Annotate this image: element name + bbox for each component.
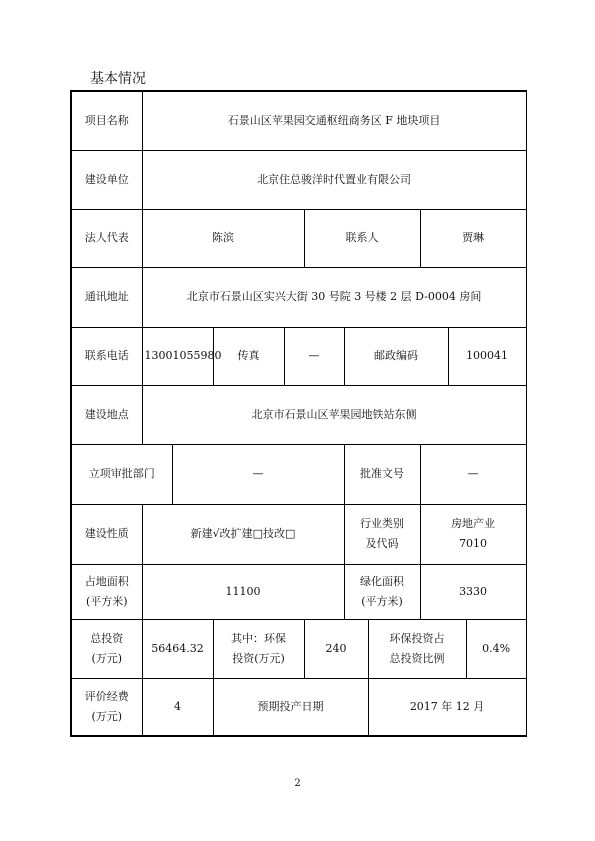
project-name-label: 项目名称: [71, 91, 142, 150]
green-area-label-line-2: (平方米): [361, 594, 403, 608]
row-site: [71, 385, 526, 444]
fax-value: —: [284, 327, 344, 385]
industry-code: 7010: [459, 537, 488, 550]
approval-doc-value: —: [420, 444, 526, 504]
postal-code-value: 100041: [448, 327, 526, 385]
env-ratio-value: 0.4%: [466, 619, 526, 678]
row-legal: [71, 209, 526, 267]
env-ratio-label: [368, 619, 466, 678]
env-investment-label-line-2: 投资(万元): [232, 651, 285, 665]
address-label: 通讯地址: [71, 267, 142, 327]
phone-label: 联系电话: [71, 327, 142, 385]
approval-dept-label: 立项审批部门: [71, 444, 172, 504]
row-nature: [71, 504, 526, 564]
legal-rep-value: 陈滨: [142, 209, 304, 267]
builder-label: 建设单位: [71, 150, 142, 209]
contact-label: 联系人: [304, 209, 420, 267]
row-approval: [71, 444, 526, 504]
site-value: 北京市石景山区苹果园地铁站东侧: [142, 385, 526, 444]
project-name-value: 石景山区苹果园交通枢纽商务区 F 地块项目: [142, 91, 526, 150]
land-area-value: 11100: [142, 564, 344, 619]
production-date-label: 预期投产日期: [213, 678, 368, 736]
env-ratio-label-line-1: 环保投资占: [389, 631, 445, 645]
contact-value: 贾琳: [420, 209, 526, 267]
land-area-label-line-1: 占地面积: [84, 574, 129, 588]
assessment-fee-value: 4: [142, 678, 213, 736]
env-investment-value: 240: [304, 619, 368, 678]
production-date-value: 2017 年 12 月: [368, 678, 526, 736]
industry-label: [344, 504, 420, 564]
env-investment-label-line-1: 其中：环保: [231, 631, 286, 645]
row-area: [71, 564, 526, 619]
industry-value: [420, 504, 526, 564]
approval-dept-value: —: [172, 444, 344, 504]
green-area-label: [344, 564, 420, 619]
total-investment-label-line-2: (万元): [91, 651, 123, 665]
green-area-label-line-1: 绿化面积: [360, 574, 404, 588]
green-area-value: 3330: [420, 564, 526, 619]
row-fee: [71, 678, 526, 736]
section-title: 基本情况: [90, 71, 146, 87]
fax-label: 传真: [213, 327, 284, 385]
land-area-label: [71, 564, 142, 619]
assessment-fee-label: [71, 678, 142, 736]
row-address: [71, 267, 526, 327]
approval-doc-label: 批准文号: [344, 444, 420, 504]
row-phone: [71, 327, 526, 385]
industry-name: 房地产业: [451, 517, 496, 530]
row-investment: [71, 619, 526, 678]
site-label: 建设地点: [71, 385, 142, 444]
nature-label: 建设性质: [71, 504, 142, 564]
postal-code-label: 邮政编码: [344, 327, 448, 385]
basic-info-table: [70, 90, 527, 737]
phone-value: 13001055980: [142, 327, 213, 385]
page-number: 2: [294, 778, 301, 789]
assessment-fee-label-line-2: (万元): [91, 709, 123, 723]
land-area-label-line-2: (平方米): [85, 594, 128, 608]
assessment-fee-label-line-1: 评价经费: [84, 689, 129, 703]
industry-label-line-1: 行业类别: [360, 517, 404, 530]
address-value: 北京市石景山区实兴大街 30 号院 3 号楼 2 层 D-0004 房间: [142, 267, 526, 327]
row-project-name: [71, 91, 526, 150]
total-investment-value: 56464.32: [142, 619, 213, 678]
legal-rep-label: 法人代表: [71, 209, 142, 267]
env-ratio-label-line-2: 总投资比例: [389, 651, 445, 665]
row-builder: [71, 150, 526, 209]
env-investment-label: [213, 619, 304, 678]
total-investment-label: [71, 619, 142, 678]
builder-value: 北京住总骏洋时代置业有限公司: [142, 150, 526, 209]
industry-label-line-2: 及代码: [365, 537, 399, 550]
total-investment-label-line-1: 总投资: [90, 631, 124, 645]
nature-value: 新建√改扩建□技改□: [142, 504, 344, 564]
